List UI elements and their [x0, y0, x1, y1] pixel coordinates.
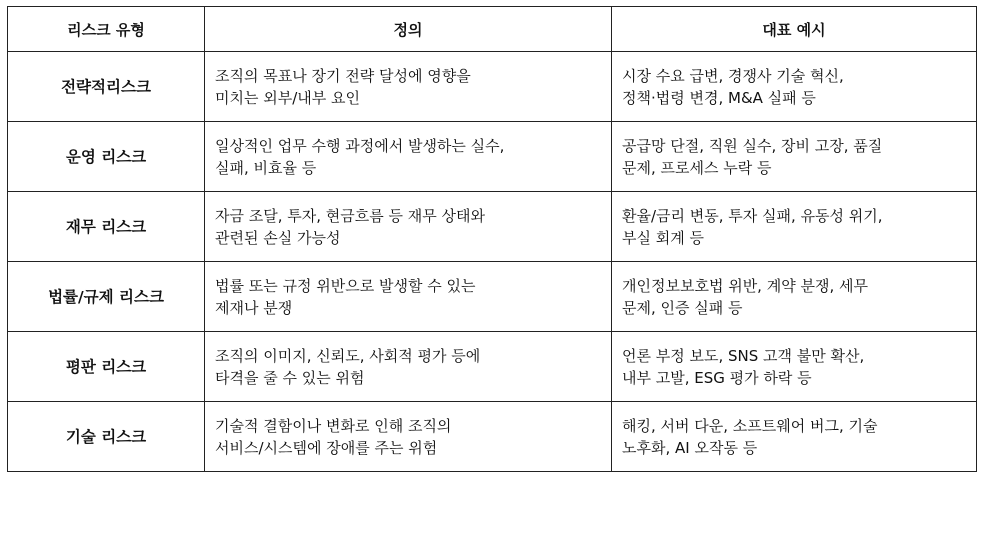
examples-line: 해킹, 서버 다운, 소프트웨어 버그, 기술	[622, 416, 878, 435]
examples-line: 언론 부정 보도, SNS 고객 불만 확산,	[622, 346, 865, 365]
examples-cell	[612, 262, 977, 332]
risk-type-table	[7, 6, 977, 472]
table-row	[8, 122, 977, 192]
examples-cell	[612, 192, 977, 262]
definition-line: 제재나 분쟁	[215, 298, 293, 317]
table-row	[8, 402, 977, 472]
definition-cell	[205, 122, 612, 192]
definition-line: 타격을 줄 수 있는 위험	[215, 368, 365, 387]
risk-type-cell: 기술 리스크	[8, 402, 205, 472]
examples-cell	[612, 402, 977, 472]
definition-cell	[205, 262, 612, 332]
header-examples: 대표 예시	[612, 7, 977, 52]
table-row	[8, 262, 977, 332]
risk-type-cell: 운영 리스크	[8, 122, 205, 192]
examples-line: 노후화, AI 오작동 등	[622, 438, 758, 457]
examples-cell	[612, 122, 977, 192]
examples-line: 부실 회계 등	[622, 228, 704, 247]
definition-line: 조직의 이미지, 신뢰도, 사회적 평가 등에	[215, 346, 481, 365]
table-row	[8, 52, 977, 122]
definition-line: 일상적인 업무 수행 과정에서 발생하는 실수,	[215, 136, 505, 155]
examples-line: 문제, 프로세스 누락 등	[622, 158, 772, 177]
definition-cell	[205, 402, 612, 472]
definition-line: 법률 또는 규정 위반으로 발생할 수 있는	[215, 276, 476, 295]
examples-line: 공급망 단절, 직원 실수, 장비 고장, 품질	[622, 136, 883, 155]
definition-cell	[205, 332, 612, 402]
examples-line: 정책·법령 변경, M&A 실패 등	[622, 88, 816, 107]
examples-line: 환율/금리 변동, 투자 실패, 유동성 위기,	[622, 206, 883, 225]
risk-type-cell: 평판 리스크	[8, 332, 205, 402]
definition-cell	[205, 52, 612, 122]
examples-line: 문제, 인증 실패 등	[622, 298, 743, 317]
definition-line: 기술적 결함이나 변화로 인해 조직의	[215, 416, 452, 435]
definition-line: 서비스/시스템에 장애를 주는 위험	[215, 438, 438, 457]
header-row	[8, 7, 977, 52]
definition-cell	[205, 192, 612, 262]
table-row	[8, 332, 977, 402]
examples-line: 개인정보보호법 위반, 계약 분쟁, 세무	[622, 276, 868, 295]
definition-line: 조직의 목표나 장기 전략 달성에 영향을	[215, 66, 471, 85]
examples-cell	[612, 52, 977, 122]
examples-line: 시장 수요 급변, 경쟁사 기술 혁신,	[622, 66, 844, 85]
table-header	[8, 7, 977, 52]
header-risk-type: 리스크 유형	[8, 7, 205, 52]
risk-type-cell: 법률/규제 리스크	[8, 262, 205, 332]
examples-line: 내부 고발, ESG 평가 하락 등	[622, 368, 812, 387]
table-row	[8, 192, 977, 262]
table-body	[8, 52, 977, 472]
risk-type-cell: 재무 리스크	[8, 192, 205, 262]
definition-line: 관련된 손실 가능성	[215, 228, 341, 247]
definition-line: 미치는 외부/내부 요인	[215, 88, 361, 107]
definition-line: 실패, 비효율 등	[215, 158, 317, 177]
risk-type-cell: 전략적리스크	[8, 52, 205, 122]
header-definition: 정의	[205, 7, 612, 52]
definition-line: 자금 조달, 투자, 현금흐름 등 재무 상태와	[215, 206, 485, 225]
examples-cell	[612, 332, 977, 402]
